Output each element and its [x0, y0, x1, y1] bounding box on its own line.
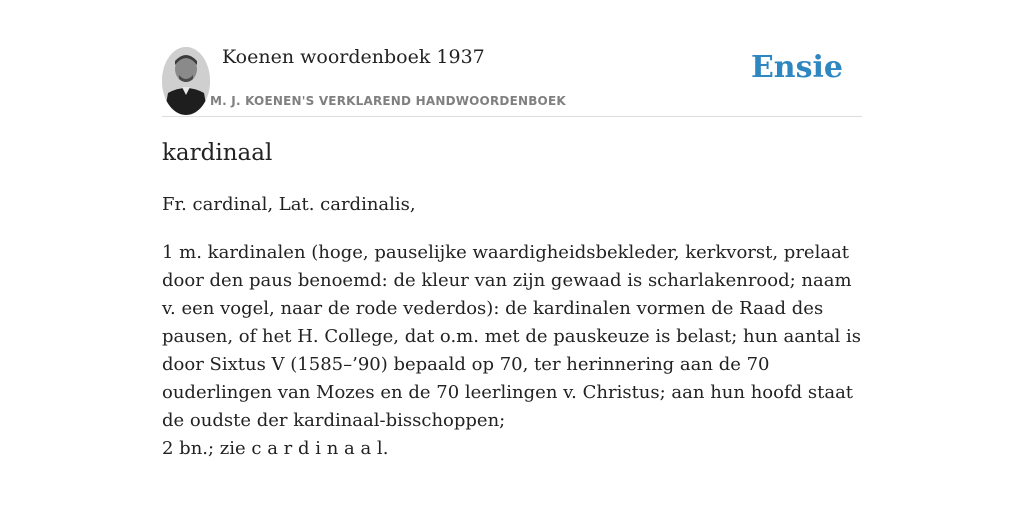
page-container [162, 0, 862, 459]
entry-etymology: Fr. cardinal, Lat. cardinalis, [162, 194, 416, 215]
ensie-logo[interactable]: Ensie [750, 50, 843, 85]
entry-headword: kardinaal [162, 140, 273, 166]
book-subtitle: M. J. KOENEN'S VERKLAREND HANDWOORDENBOEK [210, 94, 566, 108]
book-title[interactable]: Koenen woordenboek 1937 [222, 46, 485, 68]
site-header [162, 0, 862, 117]
author-portrait[interactable] [162, 47, 210, 115]
definition-sense-2: 2 bn.; zie c a r d i n a a l. [162, 438, 389, 459]
definition-sense-1: 1 m. kardinalen (hoge, pauselijke waardigheidsbekleder, kerkvorst, prelaat door den paus benoemd: de kleur van zijn gewaad is scharlakenrood; naam v. een vogel, naar de rode vederdos): de kardinalen vormen de Raad des pausen, of het H. College, dat o.m. met de pauskeuze is belast; hun aantal is door Sixtus V (1585–’90) bepaald op 70, ter herinnering aan de 70 ouderlingen van Mozes en de 70 leerlingen v. Christus; aan hun hoofd staat de oudste der kardinaal-bisschoppen; [162, 242, 861, 431]
portrait-icon [162, 47, 210, 115]
entry-definition [162, 239, 862, 463]
